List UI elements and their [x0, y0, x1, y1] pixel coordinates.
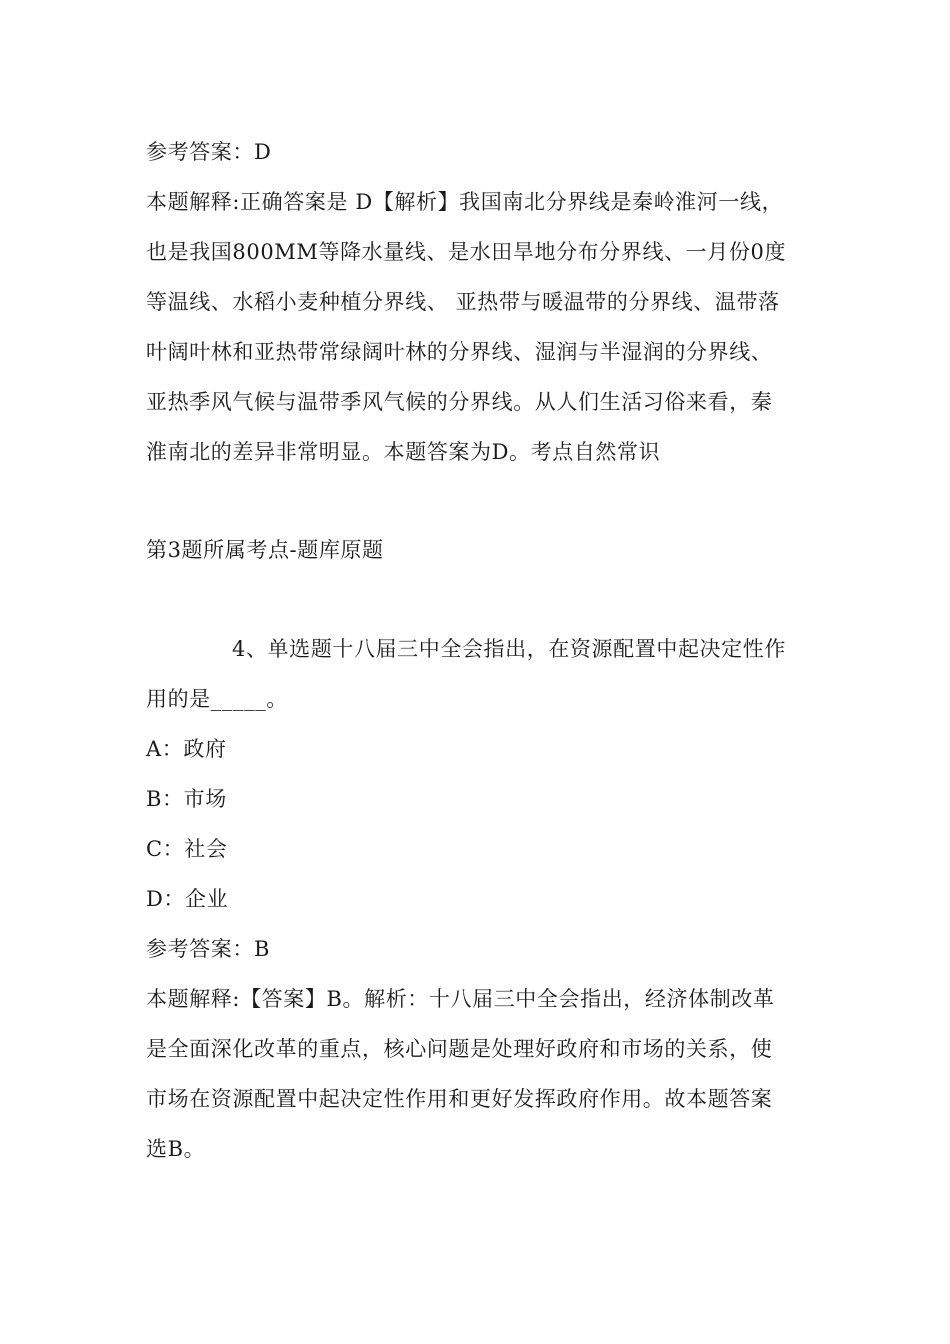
explanation-line: 本题解释:正确答案是 D【解析】我国南北分界线是秦岭淮河一线，	[146, 190, 784, 214]
explanation-line: 市场在资源配置中起决定性作用和更好发挥政府作用。故本题答案	[146, 1087, 773, 1111]
explanation-line: 叶阔叶林和亚热带常绿阔叶林的分界线、湿润与半湿润的分界线、	[146, 340, 773, 364]
answer-line-q4: 参考答案：B	[146, 937, 271, 961]
option-b: B：市场	[146, 787, 227, 811]
explanation-line: 淮南北的差异非常明显。本题答案为D。考点自然常识	[146, 440, 661, 464]
answer-line-q2: 参考答案：D	[146, 140, 272, 164]
question-stem: 4、单选题十八届三中全会指出，在资源配置中起决定性作	[232, 637, 786, 661]
explanation-line: 等温线、水稻小麦种植分界线、 亚热带与暖温带的分界线、温带落	[146, 290, 780, 314]
option-d: D：企业	[146, 887, 229, 911]
explanation-line: 本题解释:【答案】B。解析：十八届三中全会指出，经济体制改革	[146, 987, 775, 1011]
section-heading: 第3题所属考点-题库原题	[146, 538, 384, 562]
explanation-line: 也是我国800MM等降水量线、是水田旱地分布分界线、一月份0度	[146, 240, 787, 264]
question-stem: 用的是_____。	[146, 687, 288, 711]
option-a: A：政府	[146, 737, 227, 761]
option-c: C：社会	[146, 837, 228, 861]
explanation-line: 是全面深化改革的重点，核心问题是处理好政府和市场的关系，使	[146, 1037, 773, 1061]
explanation-line: 选B。	[146, 1137, 206, 1161]
explanation-line: 亚热季风气候与温带季风气候的分界线。从人们生活习俗来看，秦	[146, 390, 773, 414]
